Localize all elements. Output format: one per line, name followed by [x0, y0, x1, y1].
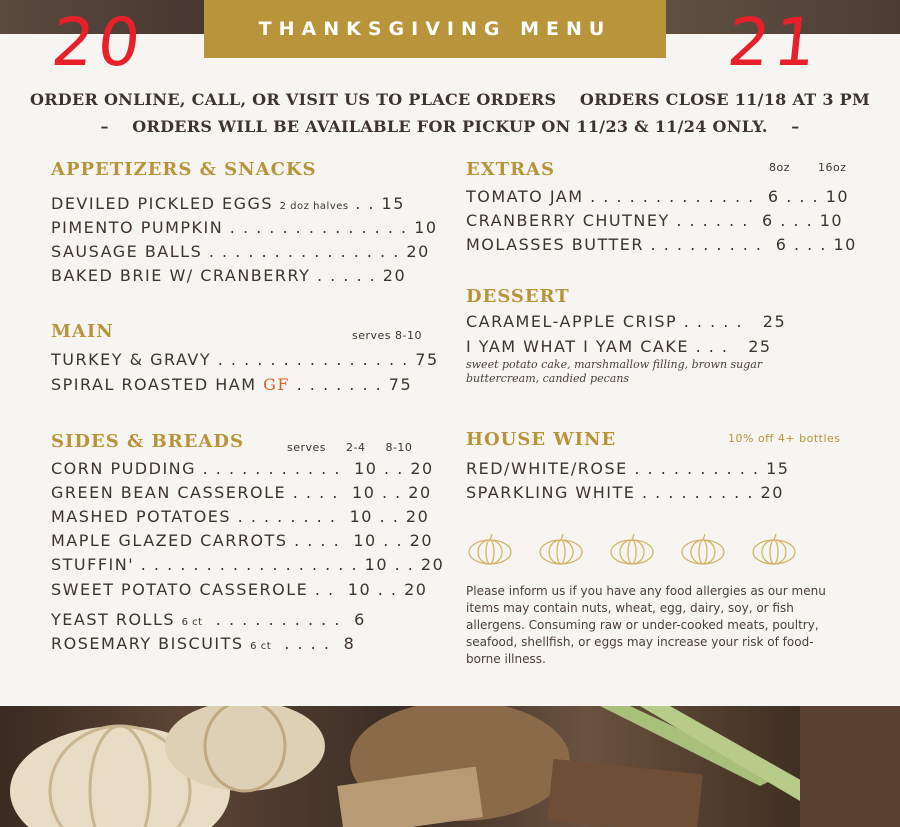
pumpkin-icon: [537, 532, 585, 566]
menu-item-stuffin: STUFFIN' . . . . . . . . . . . . . . . . . 10 . . 20: [51, 555, 445, 574]
main-serves-note: serves 8-10: [352, 329, 422, 342]
menu-item-green-bean: GREEN BEAN CASSEROLE . . . . 10 . . 20: [51, 483, 432, 502]
menu-item-sweet-potato: SWEET POTATO CASSEROLE . . 10 . . 20: [51, 580, 428, 599]
food-photo-illustration: [0, 706, 900, 827]
item-qty: 6 ct: [181, 617, 203, 628]
year-left: 20: [47, 4, 149, 81]
menu-item-sparkling-white: SPARKLING WHITE . . . . . . . . . 20: [466, 483, 784, 502]
menu-item-yam-cake: I YAM WHAT I YAM CAKE . . . 25: [466, 337, 772, 356]
menu-item-baked-brie: BAKED BRIE W/ CRANBERRY . . . . . 20: [51, 266, 407, 285]
menu-title: THANKSGIVING MENU: [258, 18, 612, 40]
sides-serves-note: serves 2-4 8-10: [287, 441, 413, 454]
sides-title: SIDES & BREADS: [51, 431, 244, 452]
pumpkin-icon: [750, 532, 798, 566]
menu-item-cranberry-chutney: CRANBERRY CHUTNEY . . . . . . 6 . . . 10: [466, 211, 844, 230]
main-title: MAIN: [51, 321, 114, 342]
gluten-free-badge: GF: [263, 375, 291, 394]
year-right: 21: [723, 4, 825, 81]
menu-item-turkey: TURKEY & GRAVY . . . . . . . . . . . . . . . 75: [51, 350, 439, 369]
order-notice: ORDER ONLINE, CALL, OR VISIT US TO PLACE ORDERS ORDERS CLOSE 11/18 AT 3 PM: [29, 90, 871, 109]
menu-item-rosemary-biscuits: ROSEMARY BISCUITS 6 ct . . . . 8: [51, 634, 356, 653]
menu-item-deviled-eggs: DEVILED PICKLED EGGS 2 doz halves . . 15: [51, 194, 405, 213]
pumpkin-decoration-row: [466, 532, 798, 566]
menu-item-tomato-jam: TOMATO JAM . . . . . . . . . . . . . 6 . . . 10: [466, 187, 850, 206]
menu-title-banner: [204, 0, 666, 58]
item-price: 15: [381, 194, 405, 213]
item-qty: 6 ct: [250, 641, 272, 652]
menu-item-spiral-ham: SPIRAL ROASTED HAM GF . . . . . . . 75: [51, 375, 413, 394]
menu-item-red-white-rose: RED/WHITE/ROSE . . . . . . . . . . 15: [466, 459, 790, 478]
pumpkin-icon: [466, 532, 514, 566]
item-qty: 2 doz halves: [279, 201, 349, 212]
menu-item-pimento-pumpkin: PIMENTO PUMPKIN . . . . . . . . . . . . . . 10: [51, 218, 438, 237]
extras-title: EXTRAS: [466, 159, 556, 180]
menu-item-sausage-balls: SAUSAGE BALLS . . . . . . . . . . . . . . . 20: [51, 242, 430, 261]
menu-item-molasses-butter: MOLASSES BUTTER . . . . . . . . . 6 . . . 10: [466, 235, 857, 254]
appetizers-title: APPETIZERS & SNACKS: [51, 159, 317, 180]
pumpkin-icon: [679, 532, 727, 566]
dessert-title: DESSERT: [466, 286, 570, 307]
extras-size-note: 8oz 16oz: [769, 161, 847, 174]
food-photo: [0, 706, 900, 827]
wine-discount-note: 10% off 4+ bottles: [728, 432, 841, 445]
menu-item-maple-carrots: MAPLE GLAZED CARROTS . . . . 10 . . 20: [51, 531, 433, 550]
menu-item-yeast-rolls: YEAST ROLLS 6 ct . . . . . . . . . . 6: [51, 610, 366, 629]
menu-item-mashed-potatoes: MASHED POTATOES . . . . . . . . 10 . . 20: [51, 507, 430, 526]
allergy-notice: Please inform us if you have any food allergies as our menu items may contain nuts, wheat, egg, dairy, soy, or fish allergens. Consuming raw or under-cooked meats, poultry, seafood, shellfish, or eggs may increase your risk of food-borne illness.: [466, 584, 826, 666]
wine-title: HOUSE WINE: [466, 429, 617, 450]
menu-item-corn-pudding: CORN PUDDING . . . . . . . . . . . 10 . . 20: [51, 459, 434, 478]
pumpkin-icon: [608, 532, 656, 566]
pickup-notice: – ORDERS WILL BE AVAILABLE FOR PICKUP ON 11/23 & 11/24 ONLY. –: [100, 117, 800, 136]
yam-cake-description: sweet potato cake, marshmallow filling, brown sugar buttercream, candied pecans: [466, 358, 763, 385]
menu-item-caramel-crisp: CARAMEL-APPLE CRISP . . . . . 25: [466, 312, 787, 331]
